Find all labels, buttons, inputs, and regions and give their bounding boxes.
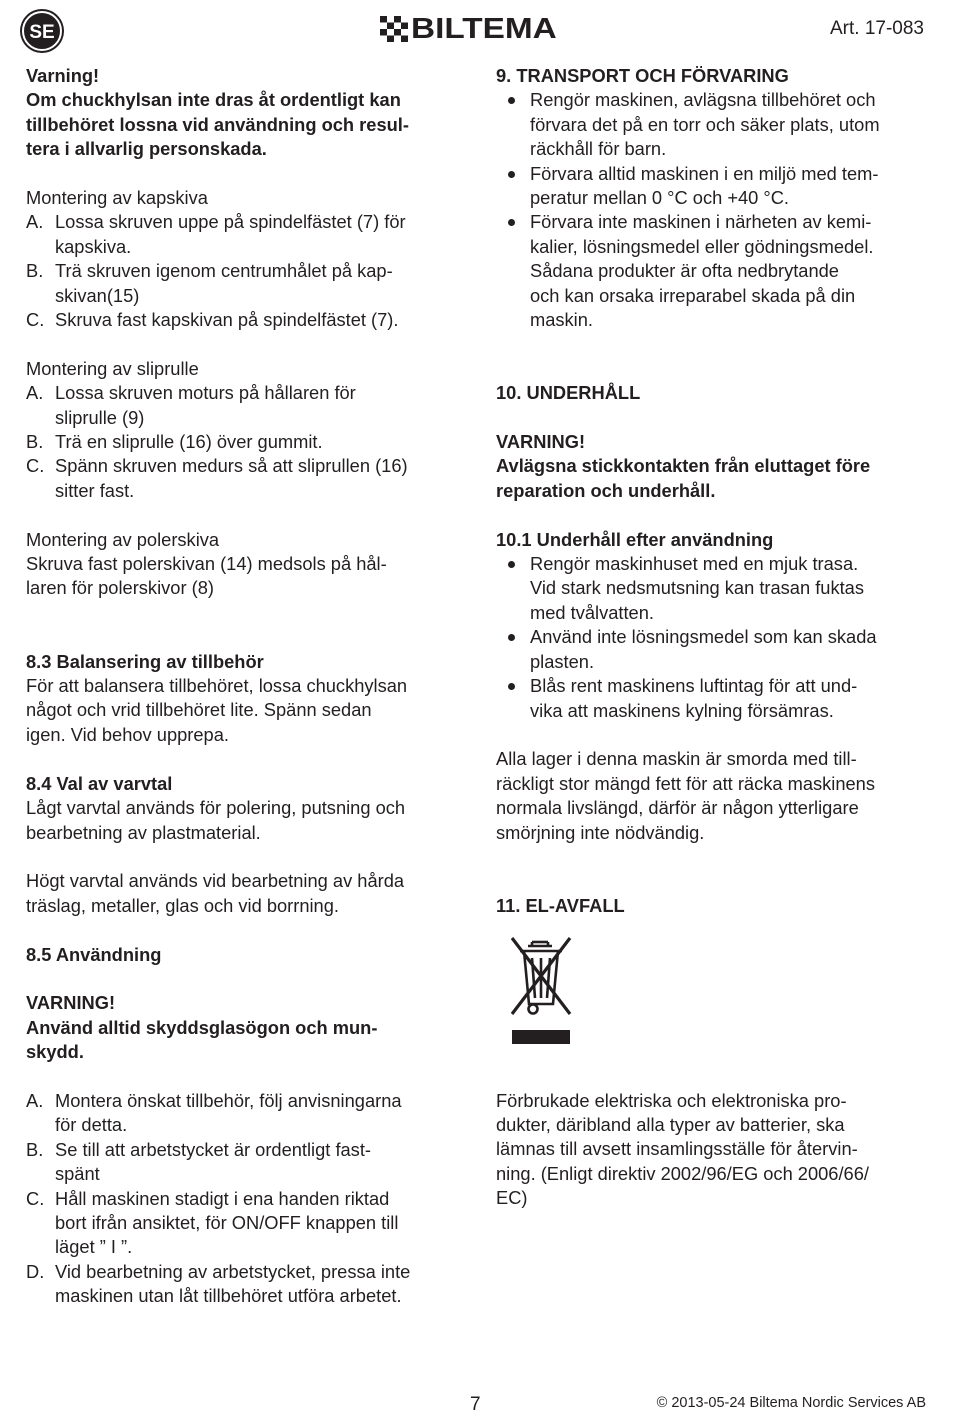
body-line: Alla lager i denna maskin är smorda med till-	[496, 748, 857, 770]
section-polerskiva	[26, 528, 471, 601]
body-line: räckligt stor mängd fett för att räcka maskinens	[496, 772, 875, 794]
step-a	[26, 381, 471, 430]
weee-crossed-bin-icon	[508, 936, 574, 1046]
right-column	[496, 64, 941, 1211]
bullet-icon	[508, 219, 515, 226]
bullet-text: och kan orsaka irreparabel skada på din	[530, 284, 856, 306]
step-label: A.	[26, 211, 44, 233]
step-text: Montera önskat tillbehör, följ anvisningarna	[55, 1089, 402, 1111]
step-label: A.	[26, 382, 44, 404]
page-number: 7	[470, 1394, 481, 1415]
warning-line: Avlägsna stickkontakten från eluttaget före	[496, 455, 871, 477]
section-sliprulle	[26, 357, 471, 503]
step-text: för detta.	[55, 1114, 128, 1136]
bullet-text: vika att maskinens kylning försämras.	[530, 699, 834, 721]
step-text: bort ifrån ansiktet, för ON/OFF knappen till	[55, 1211, 399, 1233]
section-heading: 8.4 Val av varvtal	[26, 772, 173, 794]
body-line: smörjning inte nödvändig.	[496, 821, 705, 843]
warning-title: VARNING!	[26, 992, 116, 1014]
body-line: något och vrid tillbehöret lite. Spänn sedan	[26, 699, 372, 721]
bullet-icon	[508, 97, 515, 104]
body-line: Förbrukade elektriska och elektroniska pro-	[496, 1089, 847, 1111]
body-line: lämnas till avsett insamlingsställe för återvin-	[496, 1138, 858, 1160]
brand-name: BILTEMA	[411, 13, 557, 45]
section-10	[496, 381, 941, 503]
section-8-5	[26, 943, 471, 1309]
body-line: Skruva fast polerskivan (14) medsols på hål-	[26, 553, 387, 575]
section-8-4	[26, 772, 471, 918]
warning-line: tera i allvarlig personskada.	[26, 138, 267, 160]
warning-chuck	[26, 64, 471, 162]
step-text: maskinen utan låt tillbehöret utföra arbetet.	[55, 1285, 402, 1307]
section-9	[496, 64, 941, 332]
step-a	[26, 1089, 471, 1138]
step-b	[26, 430, 471, 454]
step-label: C.	[26, 455, 45, 477]
warning-line: skydd.	[26, 1041, 84, 1063]
step-text: kapskiva.	[55, 235, 132, 257]
step-text: Lossa skruven uppe på spindelfästet (7) för	[55, 211, 406, 233]
bullet-text: peratur mellan 0 °C och +40 °C.	[530, 187, 790, 209]
step-text: spänt	[55, 1163, 100, 1185]
body-line: bearbetning av plastmaterial.	[26, 821, 261, 843]
brand-logo	[380, 13, 557, 45]
page-header	[0, 0, 960, 60]
step-b	[26, 259, 471, 308]
body-line: För att balansera tillbehöret, lossa chuckhylsan	[26, 675, 408, 697]
bullet-text: med tvålvatten.	[530, 601, 654, 623]
step-label: D.	[26, 1260, 45, 1282]
section-heading: 11. EL-AVFALL	[496, 894, 625, 916]
step-text: Lossa skruven moturs på hållaren för	[55, 382, 356, 404]
bullet-text: Rengör maskinen, avlägsna tillbehöret och	[530, 89, 876, 111]
bullet-icon	[508, 683, 515, 690]
body-line: normala livslängd, därför är någon ytterligare	[496, 797, 859, 819]
warning-line: tillbehöret lossna vid användning och resul-	[26, 113, 409, 135]
language-badge: SE	[22, 11, 62, 51]
step-text: Trä skruven igenom centrumhålet på kap-	[55, 260, 393, 282]
body-line: dukter, däribland alla typer av batterier, ska	[496, 1113, 845, 1135]
body-line: träslag, metaller, glas och vid borrning.	[26, 894, 339, 916]
section-heading: 9. TRANSPORT OCH FÖRVARING	[496, 65, 789, 86]
bullet-text: Rengör maskinhuset med en mjuk trasa.	[530, 553, 859, 575]
section-heading: 10.1 Underhåll efter användning	[496, 528, 774, 550]
step-label: A.	[26, 1089, 44, 1111]
section-heading: Montering av sliprulle	[26, 357, 199, 379]
checkered-flag-icon	[380, 16, 408, 42]
bullet-text: Förvara alltid maskinen i en miljö med tem-	[530, 162, 879, 184]
body-line: Lågt varvtal används för polering, putsning och	[26, 797, 406, 819]
section-heading: Montering av kapskiva	[26, 187, 208, 209]
step-a	[26, 210, 471, 259]
section-11	[496, 894, 941, 1211]
step-text: Trä en sliprulle (16) över gummit.	[55, 431, 323, 453]
step-label: B.	[26, 1138, 44, 1160]
warning-line: Använd alltid skyddsglasögon och mun-	[26, 1016, 378, 1038]
step-c	[26, 454, 471, 503]
step-label: C.	[26, 309, 45, 331]
step-text: Se till att arbetstycket är ordentligt fast-	[55, 1138, 371, 1160]
section-8-3	[26, 650, 471, 748]
left-column	[26, 64, 471, 1309]
body-line: ning. (Enligt direktiv 2002/96/EG och 2006/66/	[496, 1162, 869, 1184]
section-heading: 10. UNDERHÅLL	[496, 382, 641, 404]
bullet-text: kalier, lösningsmedel eller gödningsmedel.	[530, 235, 874, 257]
step-label: B.	[26, 431, 44, 453]
bullet-text: räckhåll för barn.	[530, 138, 667, 160]
step-text: Vid bearbetning av arbetstycket, pressa inte	[55, 1260, 411, 1282]
copyright: © 2013-05-24 Biltema Nordic Services AB	[656, 1395, 926, 1411]
warning-title: Varning!	[26, 65, 100, 86]
section-heading: 8.3 Balansering av tillbehör	[26, 650, 264, 672]
step-text: sliprulle (9)	[55, 406, 145, 428]
bullet-text: Använd inte lösningsmedel som kan skada	[530, 626, 877, 648]
bullet-text: förvara det på en torr och säker plats, utom	[530, 113, 880, 135]
body-line: EC)	[496, 1187, 528, 1209]
step-text: Skruva fast kapskivan på spindelfästet (7).	[55, 309, 399, 331]
bullet-text: Blås rent maskinens luftintag för att und-	[530, 675, 858, 697]
body-line: Högt varvtal används vid bearbetning av hårda	[26, 870, 405, 892]
bullet-item	[496, 210, 941, 332]
body-line: igen. Vid behov upprepa.	[26, 723, 229, 745]
bullet-item	[496, 674, 941, 723]
step-d	[26, 1260, 471, 1309]
bullet-text: maskin.	[530, 309, 593, 331]
bullet-text: Sådana produkter är ofta nedbrytande	[530, 260, 839, 282]
body-line: laren för polerskivor (8)	[26, 577, 214, 599]
warning-line: Om chuckhylsan inte dras åt ordentligt kan	[26, 89, 401, 111]
bullet-item	[496, 552, 941, 625]
step-text: sitter fast.	[55, 479, 135, 501]
section-heading: 8.5 Användning	[26, 943, 162, 965]
bullet-icon	[508, 634, 515, 641]
warning-line: reparation och underhåll.	[496, 479, 716, 501]
section-10-1	[496, 528, 941, 845]
bullet-item	[496, 162, 941, 211]
article-number: Art. 17-083	[830, 18, 924, 39]
step-text: Håll maskinen stadigt i ena handen riktad	[55, 1187, 390, 1209]
bullet-text: plasten.	[530, 650, 595, 672]
step-label: C.	[26, 1187, 45, 1209]
step-c	[26, 1187, 471, 1260]
bullet-text: Förvara inte maskinen i närheten av kemi-	[530, 211, 872, 233]
bullet-item	[496, 625, 941, 674]
step-text: läget ” I ”.	[55, 1236, 133, 1258]
bullet-icon	[508, 561, 515, 568]
step-c	[26, 308, 471, 332]
bullet-icon	[508, 171, 515, 178]
warning-title: VARNING!	[496, 431, 586, 453]
section-kapskiva	[26, 186, 471, 332]
bullet-text: Vid stark nedsmutsning kan trasan fuktas	[530, 577, 864, 599]
step-label: B.	[26, 260, 44, 282]
bullet-item	[496, 88, 941, 161]
step-text: Spänn skruven medurs så att sliprullen (16)	[55, 455, 408, 477]
step-text: skivan(15)	[55, 284, 140, 306]
section-heading: Montering av polerskiva	[26, 528, 220, 550]
step-b	[26, 1138, 471, 1187]
